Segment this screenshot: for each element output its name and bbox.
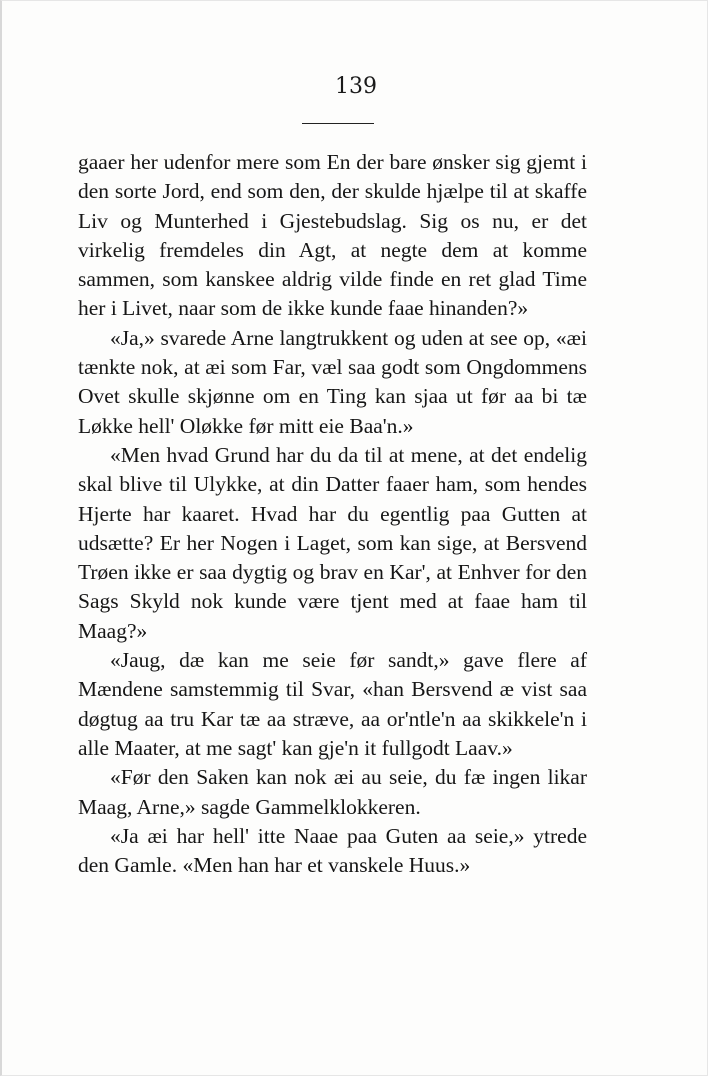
paragraph-1: gaaer her udenfor mere som En der bare ønsker sig gjemt i den sorte Jord, end som den, der skulde hjælpe til at skaffe Liv og Munterhed i Gjestebudslag. Sig os nu, er det virkelig fremdeles din Agt, at negte dem at komme sammen, som kanskee aldrig vilde finde en ret glad Time her i Livet, naar som de ikke kunde faae hinanden?» xyxy=(78,150,587,321)
paragraph-3: «Men hvad Grund har du da til at mene, at det endelig skal blive til Ulykke, at din Datter faaer ham, som hendes Hjerte har kaaret. Hvad har du egentlig paa Gutten at udsætte? Er her Nogen i Laget, som kan sige, at Bersvend Trøen ikke er saa dygtig og brav en Kar', at Enhver for den Sags Skyld nok kunde være tjent med at faae ham til Maag?» xyxy=(78,442,587,643)
body-text xyxy=(78,148,587,880)
paragraph-2: «Ja,» svarede Arne langtrukkent og uden at see op, «æi tænkte nok, at æi som Far, væl saa godt som Ongdommens Ovet skulle skjønne om en Ting kan sjaa ut før aa bi tæ Løkke hell' Oløkke før mitt eie Baa'n.» xyxy=(78,325,587,438)
header-rule xyxy=(302,123,374,124)
paragraph-4: «Jaug, dæ kan me seie før sandt,» gave flere af Mændene samstemmig til Svar, «han Bersvend æ vist saa døgtug aa tru Kar tæ aa stræve, aa or'ntle'n aa skikkele'n i alle Maater, at me sagt' kan gje'n it fullgodt Laav.» xyxy=(78,648,587,760)
page-number: 139 xyxy=(335,74,377,99)
paragraph-6: «Ja æi har hell' itte Naae paa Guten aa seie,» ytrede den Gamle. «Men han har et vanskele Huus.» xyxy=(78,823,587,878)
paragraph-5: «Før den Saken kan nok æi au seie, du fæ ingen likar Maag, Arne,» sagde Gammelklokkeren. xyxy=(78,765,587,819)
